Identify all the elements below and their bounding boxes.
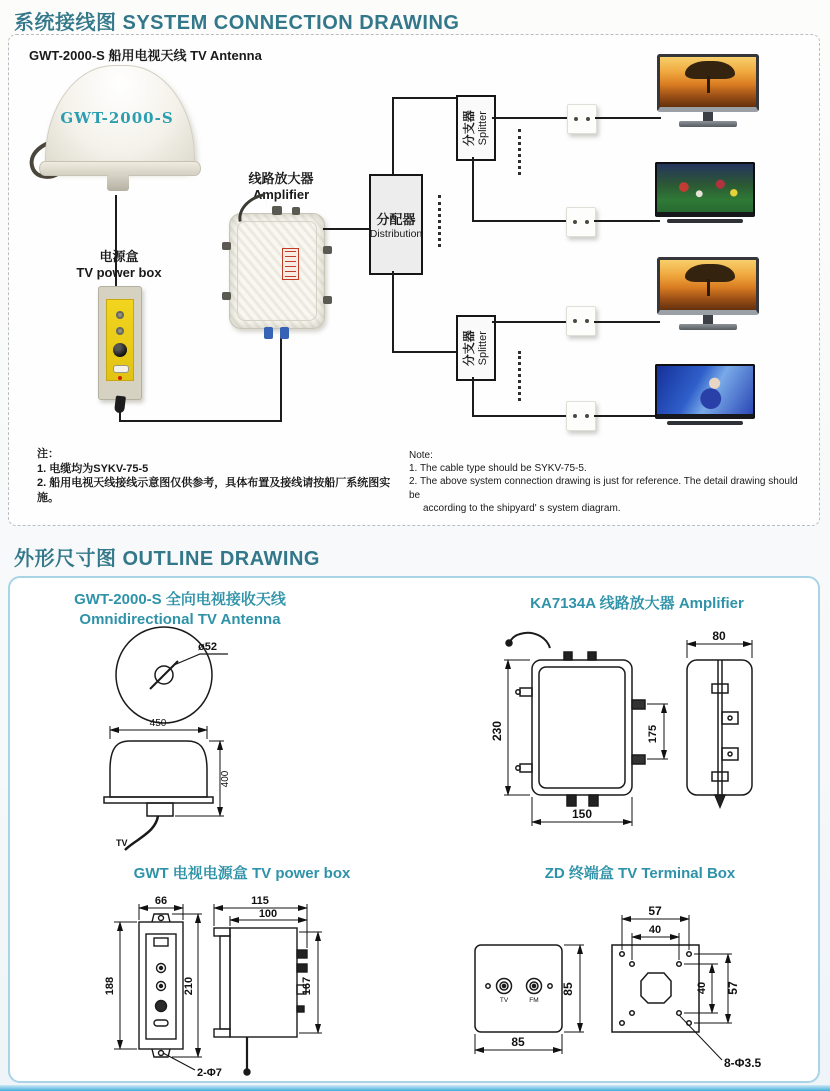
dim-powerbox-side-height: 167 bbox=[301, 976, 313, 996]
amplifier-nameplate bbox=[282, 248, 299, 280]
tv-stand-base bbox=[667, 421, 743, 425]
terminal-port-fm-label: FM bbox=[529, 997, 539, 1004]
amplifier-image bbox=[229, 213, 325, 329]
amplifier-outline-title-text: KA7134A 线路放大器 Amplifier bbox=[530, 595, 744, 612]
outline-panel bbox=[8, 576, 820, 1083]
notes-chinese bbox=[37, 447, 397, 505]
cable-amplifier-down bbox=[280, 327, 282, 422]
ellipsis-dots-splitter-top bbox=[518, 129, 521, 175]
tv-outlet-3 bbox=[566, 306, 596, 336]
outline-section-header bbox=[14, 542, 320, 571]
note-cn-title: 注： bbox=[37, 448, 59, 460]
antenna-connector bbox=[107, 174, 129, 191]
amplifier-outline-drawing bbox=[472, 626, 812, 856]
cable-outlet3-to-tv3 bbox=[594, 321, 660, 323]
tv-stand-neck bbox=[703, 112, 713, 121]
dim-powerbox-side-total-width: 115 bbox=[251, 895, 269, 907]
cable-distribution-down bbox=[392, 271, 394, 351]
tv-stand-base bbox=[679, 324, 737, 330]
power-box-side-view bbox=[230, 928, 297, 1037]
amplifier-top-connector bbox=[272, 206, 282, 215]
splitter-box-bottom bbox=[456, 315, 496, 381]
cable-splitter1-down bbox=[472, 157, 474, 220]
tv-screen-1 bbox=[657, 54, 759, 112]
antenna-side-view bbox=[110, 741, 207, 797]
splitter-top-label bbox=[463, 110, 489, 146]
dim-amplifier-depth: 80 bbox=[712, 629, 726, 643]
dim-amplifier-width: 150 bbox=[571, 807, 593, 821]
cable-amplifier-to-distribution bbox=[323, 228, 369, 230]
cable-distribution-up bbox=[392, 97, 394, 174]
amplifier-label-cn: 线路放大器 bbox=[248, 171, 314, 186]
note-en-line3: according to the shipyard' s system diagram. bbox=[423, 502, 621, 514]
system-header-cn: 系统接线图 bbox=[14, 12, 117, 34]
cable-splitter2-to-outlet3 bbox=[492, 321, 567, 323]
antenna-outline-title-cn: GWT-2000-S 全向电视接收天线 bbox=[74, 591, 286, 608]
note-en-line1: 1. The cable type should be SYKV-75-5. bbox=[409, 463, 587, 475]
dim-antenna-height: 400 bbox=[220, 770, 231, 788]
tv-set-2 bbox=[655, 162, 755, 223]
power-box-connector-2 bbox=[116, 327, 124, 335]
dim-powerbox-holes: 2-Φ7 bbox=[197, 1067, 222, 1079]
dim-terminal-holes: 8-Φ3.5 bbox=[724, 1056, 762, 1070]
terminal-box-outline-title-text: ZD 终端盒 TV Terminal Box bbox=[544, 865, 736, 882]
cable-to-splitter-top bbox=[392, 97, 456, 99]
terminal-box-outline-drawing bbox=[460, 890, 820, 1082]
dim-antenna-hole: ø52 bbox=[198, 641, 217, 653]
cable-splitter1-to-outlet1 bbox=[492, 117, 567, 119]
dim-amplifier-port-spacing: 175 bbox=[647, 724, 659, 744]
cable-outlet4-to-tv4 bbox=[594, 415, 660, 417]
system-header-en: SYSTEM CONNECTION DRAWING bbox=[122, 12, 460, 34]
antenna-caption: GWT-2000-S 船用电视天线 TV Antenna bbox=[29, 48, 262, 63]
dim-amplifier-height: 230 bbox=[490, 720, 504, 742]
power-box-connector-1 bbox=[116, 311, 124, 319]
note-en-line2: 2. The above system connection drawing is just for reference. The detail drawing should be bbox=[409, 476, 798, 501]
power-box-label bbox=[39, 249, 199, 282]
amplifier-side-view bbox=[687, 660, 752, 795]
dim-terminal-back-right-inner: 40 bbox=[696, 981, 708, 995]
splitter-box-top bbox=[456, 95, 496, 161]
power-box-label-en: TV power box bbox=[76, 265, 162, 281]
dim-terminal-back-right-outer: 57 bbox=[726, 981, 740, 995]
antenna-dome-text: GWT-2000-S bbox=[60, 109, 174, 127]
power-box-switch bbox=[113, 365, 129, 373]
splitter-label-cn: 分支器 bbox=[461, 329, 476, 367]
dim-powerbox-front-width: 66 bbox=[154, 895, 168, 907]
outline-header-en: OUTLINE DRAWING bbox=[122, 548, 320, 570]
power-box-side-bracket bbox=[214, 928, 230, 936]
cable-outlet1-to-tv1 bbox=[595, 117, 661, 119]
splitter-label-cn: 分支器 bbox=[461, 109, 476, 147]
power-box-knob bbox=[113, 343, 127, 357]
power-box-outline-title bbox=[62, 864, 422, 884]
antenna-outline-title-en: Omnidirectional TV Antenna bbox=[79, 610, 281, 628]
terminal-box-outline-title bbox=[460, 864, 820, 884]
antenna-outline-drawing bbox=[50, 624, 370, 864]
dim-terminal-back-top-outer: 57 bbox=[648, 904, 662, 918]
amplifier-right-connector-2 bbox=[323, 296, 332, 304]
tv-screen-3 bbox=[657, 257, 759, 315]
power-box-led bbox=[118, 376, 122, 380]
power-box-label-cn: 电源盒 bbox=[99, 249, 139, 264]
tv-outlet-4 bbox=[566, 401, 596, 431]
power-box-image bbox=[98, 286, 142, 400]
cable-splitter2-to-outlet4 bbox=[472, 415, 567, 417]
amplifier-right-connector-1 bbox=[323, 246, 332, 254]
cable-to-splitter-bottom bbox=[392, 351, 456, 353]
amplifier-top-connector-2 bbox=[292, 207, 300, 215]
cable-powerbox-down bbox=[119, 399, 121, 422]
tv-stand-neck bbox=[703, 315, 713, 324]
note-cn-line2: 2. 船用电视天线接线示意图仅供参考，具体布置及接线请按船厂系统图实施。 bbox=[37, 477, 391, 504]
cable-outlet2-to-tv2 bbox=[594, 220, 660, 222]
terminal-port-tv-label: TV bbox=[499, 997, 509, 1004]
dim-powerbox-front-height: 188 bbox=[104, 976, 116, 996]
page-bottom-accent bbox=[0, 1085, 830, 1091]
dim-antenna-width: 450 bbox=[149, 718, 167, 729]
dim-powerbox-side-width: 100 bbox=[258, 908, 278, 920]
distribution-label-cn: 分配器 bbox=[376, 212, 416, 227]
tv-outlet-1 bbox=[567, 104, 597, 134]
splitter-label-en: Splitter bbox=[476, 110, 489, 146]
distribution-box bbox=[369, 174, 423, 275]
amplifier-label bbox=[231, 171, 331, 204]
amplifier-bottom-connector-2 bbox=[280, 327, 289, 339]
tv-stand-base bbox=[667, 219, 743, 223]
tv-screen-2 bbox=[655, 162, 755, 217]
amplifier-bottom-connector-1 bbox=[264, 327, 273, 339]
tv-set-1 bbox=[657, 54, 759, 127]
amplifier-front-view bbox=[532, 660, 632, 795]
cable-splitter2-down bbox=[472, 377, 474, 415]
ellipsis-dots-distribution bbox=[438, 195, 441, 247]
dim-powerbox-total-height: 210 bbox=[183, 976, 195, 996]
power-box-outline-drawing bbox=[62, 890, 432, 1082]
amplifier-left-connector-1 bbox=[222, 242, 231, 250]
distribution-label-en: Distribution bbox=[369, 228, 423, 240]
tv-screen-4 bbox=[655, 364, 755, 419]
power-box-outline-title-text: GWT 电视电源盒 TV power box bbox=[133, 865, 351, 882]
tv-stand-base bbox=[679, 121, 737, 127]
dim-terminal-front-height: 85 bbox=[561, 982, 575, 996]
tv-set-4 bbox=[655, 364, 755, 425]
splitter-bottom-label bbox=[463, 330, 489, 366]
ellipsis-dots-splitter-bottom bbox=[518, 351, 521, 401]
antenna-image bbox=[37, 65, 197, 201]
antenna-cable-label: TV bbox=[116, 838, 128, 848]
amplifier-cover bbox=[237, 221, 317, 321]
system-section-header bbox=[14, 6, 459, 35]
note-cn-line1: 1. 电缆均为SYKV-75-5 bbox=[37, 462, 149, 475]
tv-set-3 bbox=[657, 257, 759, 330]
tv-outlet-2 bbox=[566, 207, 596, 237]
system-diagram-panel bbox=[8, 34, 820, 526]
outline-header-cn: 外形尺寸图 bbox=[14, 548, 117, 570]
dim-terminal-back-top-inner: 40 bbox=[648, 924, 662, 936]
amplifier-left-connector-2 bbox=[222, 292, 231, 300]
dim-terminal-front-width: 85 bbox=[511, 1035, 525, 1049]
splitter-label-en: Splitter bbox=[476, 330, 489, 366]
cable-powerbox-to-amplifier bbox=[119, 420, 282, 422]
amplifier-outline-title bbox=[472, 594, 802, 614]
amplifier-label-en: Amplifier bbox=[252, 187, 310, 203]
cable-splitter1-to-outlet2 bbox=[472, 220, 567, 222]
note-en-title: Note: bbox=[409, 450, 433, 461]
terminal-back-view bbox=[612, 945, 699, 1032]
notes-english bbox=[409, 449, 809, 515]
